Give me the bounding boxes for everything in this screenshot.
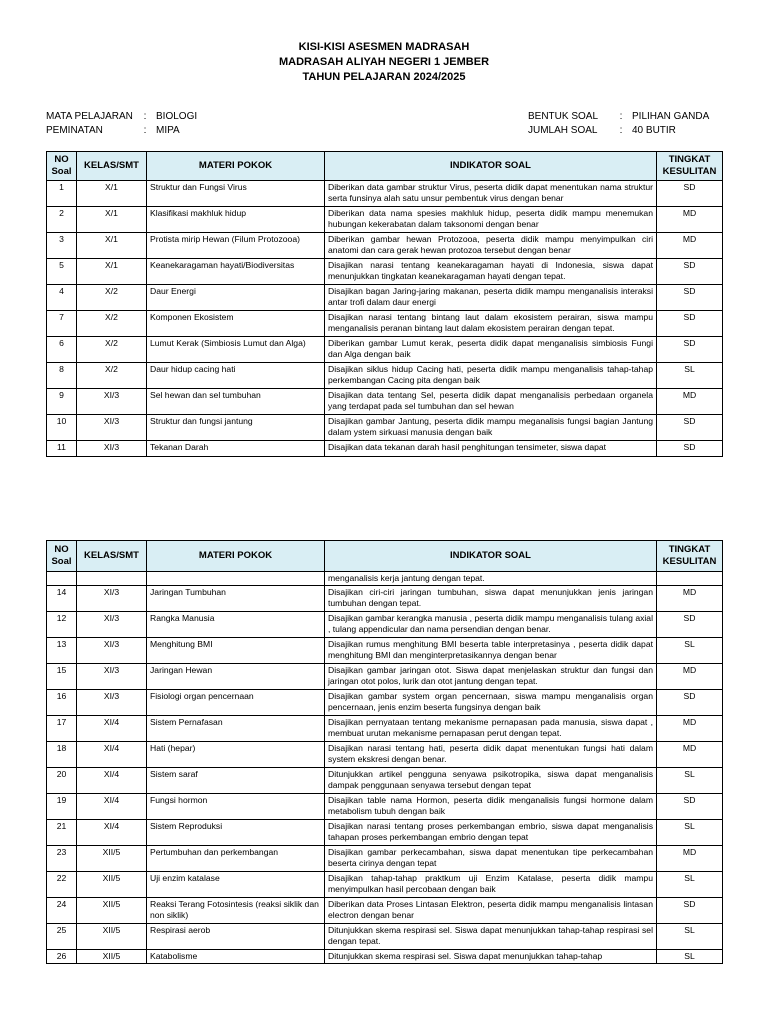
meta-label: MATA PELAJARAN [46, 111, 133, 122]
cell-materi: Sistem Pernafasan [147, 716, 325, 742]
cell-kelas: XI/4 [77, 820, 147, 846]
cell-kelas: XII/5 [77, 872, 147, 898]
cell-materi: Katabolisme [147, 950, 325, 964]
cell-kelas: X/2 [77, 285, 147, 311]
meta-row-bentuk-soal [528, 110, 709, 124]
cell-materi: Protista mirip Hewan (Filum Protozooa) [147, 233, 325, 259]
cell-no: 14 [47, 586, 77, 612]
table-row [47, 690, 723, 716]
cell-kelas: X/2 [77, 337, 147, 363]
cell-materi: Lumut Kerak (Simbiosis Lumut dan Alga) [147, 337, 325, 363]
cell-materi: Hati (hepar) [147, 742, 325, 768]
cell-indikator: Diberikan gambar hewan Protozooa, peserta didik mampu menyimpulkan ciri anatomi dan cara gerak hewan protozoa tersebut dengan benar [325, 233, 657, 259]
cell-materi: Daur hidup cacing hati [147, 363, 325, 389]
col-header-tingkat: TINGKAT KESULITAN [657, 541, 723, 572]
cell-no: 21 [47, 820, 77, 846]
table-row [47, 311, 723, 337]
cell-tingkat: SD [657, 415, 723, 441]
cell-tingkat: MD [657, 664, 723, 690]
meta-value: MIPA [156, 125, 180, 136]
table-row [47, 389, 723, 415]
cell-tingkat: SL [657, 950, 723, 964]
cell-materi: Jaringan Tumbuhan [147, 586, 325, 612]
cell-indikator: menganalisis kerja jantung dengan tepat. [325, 572, 657, 586]
cell-materi: Uji enzim katalase [147, 872, 325, 898]
meta-colon: : [143, 111, 147, 122]
meta-value: PILIHAN GANDA [632, 111, 710, 122]
cell-indikator: Diberikan data Proses Lintasan Elektron, peserta didik mampu menganalisis lintasan electron dengan benar [325, 898, 657, 924]
cell-no: 26 [47, 950, 77, 964]
meta-value: BIOLOGI [156, 111, 198, 122]
cell-no: 9 [47, 389, 77, 415]
cell-materi: Komponen Ekosistem [147, 311, 325, 337]
cell-no [47, 572, 77, 586]
table-row [47, 441, 723, 457]
cell-no: 12 [47, 612, 77, 638]
cell-tingkat: SL [657, 638, 723, 664]
col-header-tingkat: TINGKAT KESULITAN [657, 152, 723, 181]
cell-indikator: Disajikan data tentang Sel, peserta didik dapat menganalisis perbedaan organela yang terdapat pada sel tumbuhan dan sel hewan [325, 389, 657, 415]
cell-indikator: Disajikan pernyataan tentang mekanisme pernapasan pada manusia, siswa dapat , membuat urutan mekanisme pernapasan perut dengan tepat. [325, 716, 657, 742]
table-row [47, 207, 723, 233]
cell-no: 13 [47, 638, 77, 664]
cell-kelas: XI/4 [77, 794, 147, 820]
cell-tingkat: SD [657, 337, 723, 363]
table-row [47, 612, 723, 638]
cell-kelas: X/1 [77, 181, 147, 207]
cell-tingkat: MD [657, 233, 723, 259]
cell-materi [147, 572, 325, 586]
cell-no: 3 [47, 233, 77, 259]
cell-indikator: Disajikan narasi tentang bintang laut dalam ekosistem perairan, siswa mampu menganalisis peranan bintang laut dalam ekosistem perairan dengan tepat. [325, 311, 657, 337]
cell-tingkat: SD [657, 311, 723, 337]
cell-indikator: Disajikan bagan Jaring-jaring makanan, peserta didik mampu menganalisis interaksi antar trofi dalam daur energi [325, 285, 657, 311]
cell-materi: Sistem Reproduksi [147, 820, 325, 846]
cell-materi: Keanekaragaman hayati/Biodiversitas [147, 259, 325, 285]
col-header-indikator: INDIKATOR SOAL [325, 541, 657, 572]
cell-tingkat: SD [657, 898, 723, 924]
cell-kelas: XI/3 [77, 441, 147, 457]
cell-no: 15 [47, 664, 77, 690]
cell-no: 5 [47, 259, 77, 285]
cell-tingkat: SD [657, 441, 723, 457]
cell-indikator: Diberikan data gambar struktur Virus, peserta didik dapat menentukan nama struktur serta funsinya alah satu unsur pembentuk virus dengan benar [325, 181, 657, 207]
table-row [47, 716, 723, 742]
cell-materi: Fungsi hormon [147, 794, 325, 820]
kisi-kisi-table-2 [46, 540, 723, 964]
cell-tingkat: SL [657, 924, 723, 950]
cell-indikator: Disajikan gambar jaringan otot. Siswa dapat menjelaskan struktur dan fungsi dan jaringan otot polos, lurik dan otot jantung dengan tepat. [325, 664, 657, 690]
col-header-materi: MATERI POKOK [147, 541, 325, 572]
cell-indikator: Diberikan data nama spesies makhluk hidup, peserta didik mampu menemukan hubungan kekerabatan dalam taksonomi dengan benar [325, 207, 657, 233]
cell-kelas: XI/4 [77, 742, 147, 768]
cell-tingkat: SL [657, 363, 723, 389]
cell-no: 1 [47, 181, 77, 207]
cell-materi: Klasifikasi makhluk hidup [147, 207, 325, 233]
table-row [47, 742, 723, 768]
cell-indikator: Disajikan narasi tentang keanekaragaman hayati di Indonesia, siswa dapat menunjukkan tingkatan keanekaragaman hayati dengan tepat. [325, 259, 657, 285]
cell-indikator: Disajikan table nama Hormon, peserta didik menganalisis fungsi hormone dalam metabolism tubuh dengan baik [325, 794, 657, 820]
table-row [47, 285, 723, 311]
cell-materi: Fisiologi organ pencernaan [147, 690, 325, 716]
cell-indikator: Disajikan gambar system organ pencernaan, siswa mampu menganalisis organ pencernaan, jenis enzim beserta fungsinya dengan baik [325, 690, 657, 716]
meta-colon: : [143, 125, 147, 136]
cell-indikator: Disajikan gambar Jantung, peserta didik mampu meganalisis fungsi bagian Jantung dalam ystem sirkuasi manusia dengan baik [325, 415, 657, 441]
meta-label: PEMINATAN [46, 125, 103, 136]
cell-materi: Struktur dan Fungsi Virus [147, 181, 325, 207]
cell-no: 16 [47, 690, 77, 716]
table-header-row [47, 152, 723, 181]
table-row [47, 768, 723, 794]
cell-materi: Sistem saraf [147, 768, 325, 794]
cell-no: 10 [47, 415, 77, 441]
cell-tingkat: MD [657, 846, 723, 872]
table-row [47, 846, 723, 872]
cell-indikator: Ditunjukkan artikel pengguna senyawa psikotropika, siswa dapat menganalisis dampak penggunaan senyawa tersebut dengan tepat [325, 768, 657, 794]
cell-indikator: Disajikan tahap-tahap praktkum uji Enzim Katalase, peserta didik mampu menyimpulkan hasil percobaan dengan baik [325, 872, 657, 898]
cell-materi: Struktur dan fungsi jantung [147, 415, 325, 441]
cell-kelas: X/2 [77, 363, 147, 389]
cell-materi: Jaringan Hewan [147, 664, 325, 690]
table-row [47, 794, 723, 820]
meta-right [528, 110, 709, 138]
cell-tingkat: MD [657, 586, 723, 612]
cell-indikator: Ditunjukkan skema respirasi sel. Siswa dapat menunjukkan tahap-tahap respirasi sel dengan tepat. [325, 924, 657, 950]
meta-row-subject [46, 110, 197, 124]
cell-no: 18 [47, 742, 77, 768]
cell-indikator: Diberikan gambar Lumut kerak, peserta didik dapat menganalisis simbiosis Fungi dan Alga dengan baik [325, 337, 657, 363]
cell-indikator: Disajikan ciri-ciri jaringan tumbuhan, siswa dapat menunjukkan jenis jaringan tumbuhan dengan tepat. [325, 586, 657, 612]
cell-tingkat: MD [657, 716, 723, 742]
cell-no: 23 [47, 846, 77, 872]
cell-indikator: Disajikan gambar perkecambahan, siswa dapat menentukan tipe perkecambahan beserta cirinya dengan tepat [325, 846, 657, 872]
col-header-no: NO Soal [47, 152, 77, 181]
cell-kelas: X/1 [77, 259, 147, 285]
cell-kelas: XII/5 [77, 924, 147, 950]
cell-kelas: X/2 [77, 311, 147, 337]
table-row [47, 586, 723, 612]
cell-materi: Pertumbuhan dan perkembangan [147, 846, 325, 872]
cell-no: 6 [47, 337, 77, 363]
cell-tingkat: MD [657, 389, 723, 415]
cell-materi: Respirasi aerob [147, 924, 325, 950]
table-row [47, 638, 723, 664]
cell-kelas: XI/3 [77, 612, 147, 638]
cell-materi: Sel hewan dan sel tumbuhan [147, 389, 325, 415]
kisi-kisi-table-1 [46, 151, 723, 457]
cell-no: 2 [47, 207, 77, 233]
meta-row-jumlah-soal [528, 124, 709, 138]
cell-no: 22 [47, 872, 77, 898]
col-header-no: NO Soal [47, 541, 77, 572]
meta-colon: : [619, 125, 623, 136]
cell-no: 20 [47, 768, 77, 794]
cell-tingkat: SD [657, 794, 723, 820]
meta-label: JUMLAH SOAL [528, 125, 598, 136]
col-header-materi: MATERI POKOK [147, 152, 325, 181]
cell-materi: Rangka Manusia [147, 612, 325, 638]
cell-kelas: XI/3 [77, 664, 147, 690]
table-row [47, 572, 723, 586]
cell-tingkat: SD [657, 181, 723, 207]
cell-indikator: Disajikan narasi tentang proses perkembangan embrio, siswa dapat menganalisis tahapan proses perkembangan embrio dengan tepat [325, 820, 657, 846]
cell-kelas [77, 572, 147, 586]
col-header-indikator: INDIKATOR SOAL [325, 152, 657, 181]
col-header-kelas: KELAS/SMT [77, 541, 147, 572]
cell-kelas: XI/3 [77, 586, 147, 612]
meta-row-peminatan [46, 124, 197, 138]
cell-kelas: XII/5 [77, 950, 147, 964]
cell-tingkat: SD [657, 612, 723, 638]
table-row [47, 415, 723, 441]
cell-materi: Menghitung BMI [147, 638, 325, 664]
cell-tingkat: MD [657, 742, 723, 768]
cell-tingkat: SD [657, 259, 723, 285]
cell-materi: Reaksi Terang Fotosintesis (reaksi siklik dan non siklik) [147, 898, 325, 924]
doc-title-line1: KISI-KISI ASESMEN MADRASAH [298, 41, 470, 53]
cell-kelas: XII/5 [77, 846, 147, 872]
cell-no: 11 [47, 441, 77, 457]
meta-label: BENTUK SOAL [528, 111, 599, 122]
table-row [47, 337, 723, 363]
cell-kelas: XI/4 [77, 716, 147, 742]
cell-tingkat: MD [657, 207, 723, 233]
cell-tingkat: SD [657, 690, 723, 716]
table-header-row [47, 541, 723, 572]
cell-no: 25 [47, 924, 77, 950]
cell-indikator: Disajikan rumus menghitung BMI beserta table interpretasinya , peserta didik dapat menghitung BMI dan menginterpretasikannya dengan benar [325, 638, 657, 664]
table-row [47, 259, 723, 285]
meta-left [46, 110, 197, 138]
cell-kelas: XI/3 [77, 415, 147, 441]
cell-kelas: XI/4 [77, 768, 147, 794]
doc-title-line3: TAHUN PELAJARAN 2024/2025 [302, 71, 466, 83]
cell-tingkat [657, 572, 723, 586]
table-row [47, 924, 723, 950]
cell-tingkat: SD [657, 285, 723, 311]
meta-value: 40 BUTIR [632, 125, 676, 136]
cell-kelas: XI/3 [77, 690, 147, 716]
cell-indikator: Disajikan data tekanan darah hasil penghitungan tensimeter, siswa dapat [325, 441, 657, 457]
table-row [47, 181, 723, 207]
table-row [47, 233, 723, 259]
cell-tingkat: SL [657, 872, 723, 898]
cell-kelas: XI/3 [77, 638, 147, 664]
cell-no: 19 [47, 794, 77, 820]
cell-indikator: Disajikan siklus hidup Cacing hati, peserta didik mampu menganalisis tahap-tahap perkembangan Cacing pita dengan baik [325, 363, 657, 389]
cell-kelas: XII/5 [77, 898, 147, 924]
cell-tingkat: SL [657, 820, 723, 846]
cell-indikator: Disajikan gambar kerangka manusia , peserta didik mampu menganalisis tulang axial , tulang appendicular dan nama persendian dengan benar. [325, 612, 657, 638]
cell-kelas: XI/3 [77, 389, 147, 415]
cell-kelas: X/1 [77, 233, 147, 259]
table-row [47, 950, 723, 964]
col-header-kelas: KELAS/SMT [77, 152, 147, 181]
cell-no: 24 [47, 898, 77, 924]
table-row [47, 664, 723, 690]
cell-tingkat: SL [657, 768, 723, 794]
cell-indikator: Disajikan narasi tentang hati, peserta didik dapat menentukan fungsi hati dalam system ekskresi dengan benar. [325, 742, 657, 768]
cell-materi: Daur Energi [147, 285, 325, 311]
table-row [47, 898, 723, 924]
cell-kelas: X/1 [77, 207, 147, 233]
cell-no: 7 [47, 311, 77, 337]
meta-colon: : [619, 111, 623, 122]
cell-no: 4 [47, 285, 77, 311]
table-row [47, 820, 723, 846]
cell-no: 8 [47, 363, 77, 389]
table-row [47, 872, 723, 898]
table-row [47, 363, 723, 389]
cell-no: 17 [47, 716, 77, 742]
cell-materi: Tekanan Darah [147, 441, 325, 457]
doc-title-line2: MADRASAH ALIYAH NEGERI 1 JEMBER [278, 56, 490, 68]
cell-indikator: Ditunjukkan skema respirasi sel. Siswa dapat menunjukkan tahap-tahap [325, 950, 657, 964]
